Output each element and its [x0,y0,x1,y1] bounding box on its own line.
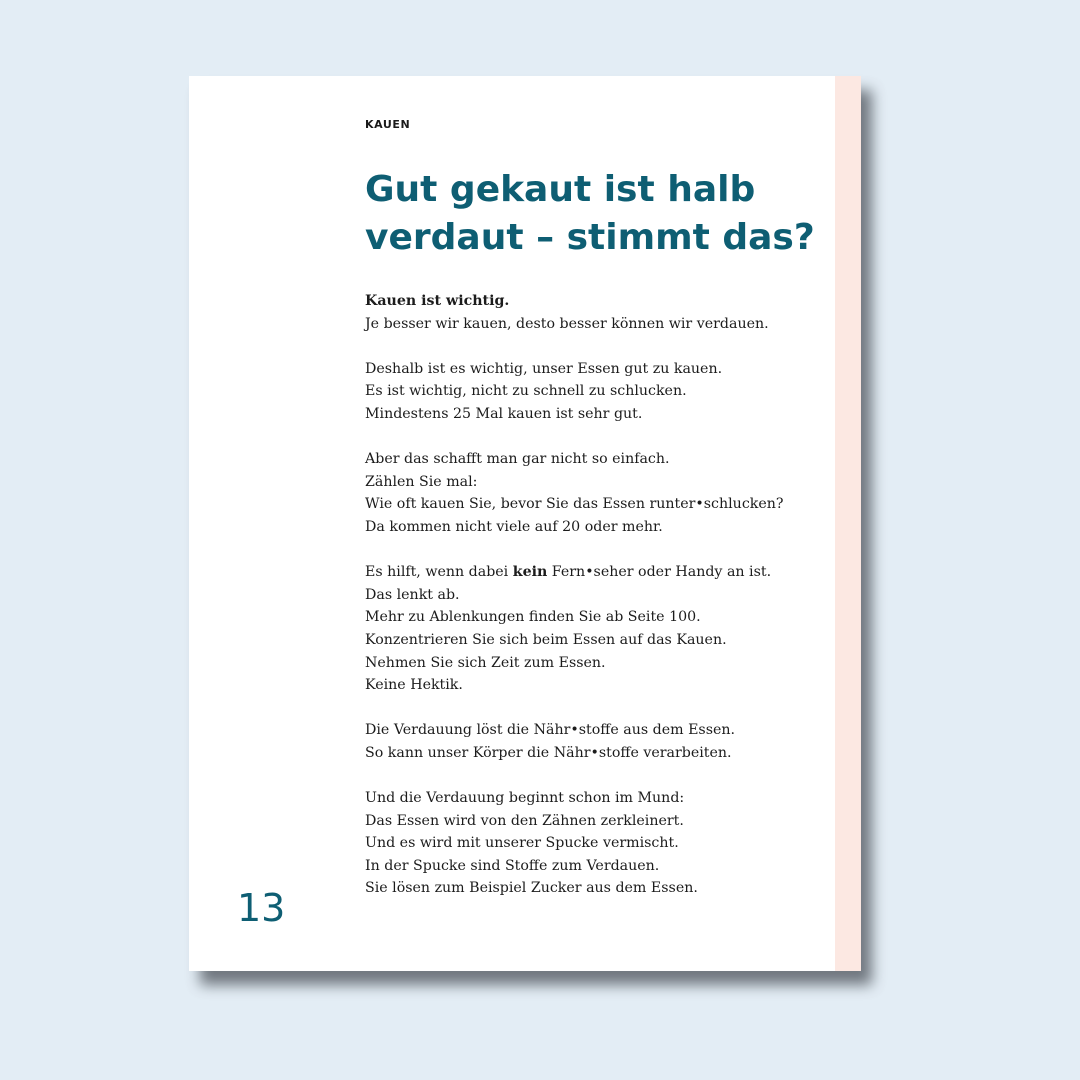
paragraph [365,290,825,335]
paragraph [365,561,825,697]
text-line: Nehmen Sie sich Zeit zum Essen. [365,654,606,671]
title-line: verdaut – stimmt das? [365,217,815,258]
text-line: Das Essen wird von den Zähnen zerkleinert. [365,812,684,829]
paragraph [365,719,825,764]
text-line: Und es wird mit unserer Spucke vermischt. [365,835,679,852]
text-line: Die Verdauung löst die Nähr•stoffe aus dem Essen. [365,722,736,739]
title-line: Gut gekaut ist halb [365,169,756,210]
text-line: Es ist wichtig, nicht zu schnell zu schlucken. [365,383,687,400]
body-text [365,290,825,923]
text-segment: Fern•seher oder Handy an ist. [547,564,772,581]
text-line: Zählen Sie mal: [365,473,478,490]
text-line: Und die Verdauung beginnt schon im Mund: [365,790,685,807]
text-line [365,561,825,584]
emphasis-word: kein [512,564,548,581]
text-line: Konzentrieren Sie sich beim Essen auf das Kauen. [365,631,727,648]
text-line: Wie oft kauen Sie, bevor Sie das Essen runter•schlucken? [365,496,784,513]
text-line: So kann unser Körper die Nähr•stoffe verarbeiten. [365,744,732,761]
text-line: Mehr zu Ablenkungen finden Sie ab Seite 100. [365,609,701,626]
paragraph [365,448,825,538]
text-line: Keine Hektik. [365,677,463,694]
book-page [189,76,861,971]
text-line: Deshalb ist es wichtig, unser Essen gut zu kauen. [365,360,723,377]
text-line: Da kommen nicht viele auf 20 oder mehr. [365,518,663,535]
paragraph [365,787,825,900]
text-line: Je besser wir kauen, desto besser können wir verdauen. [365,315,769,332]
text-line: Das lenkt ab. [365,586,460,603]
text-segment: Es hilft, wenn dabei [365,564,513,581]
paragraph [365,358,825,426]
text-line: Mindestens 25 Mal kauen ist sehr gut. [365,405,643,422]
page-title [365,166,835,262]
text-line: In der Spucke sind Stoffe zum Verdauen. [365,857,660,874]
text-line: Sie lösen zum Beispiel Zucker aus dem Essen. [365,880,698,897]
page-edge [835,76,861,971]
text-line: Aber das schafft man gar nicht so einfach. [365,451,670,468]
section-label: KAUEN [365,118,411,131]
lead-sentence: Kauen ist wichtig. [365,293,510,309]
page-number: 13 [237,886,286,930]
